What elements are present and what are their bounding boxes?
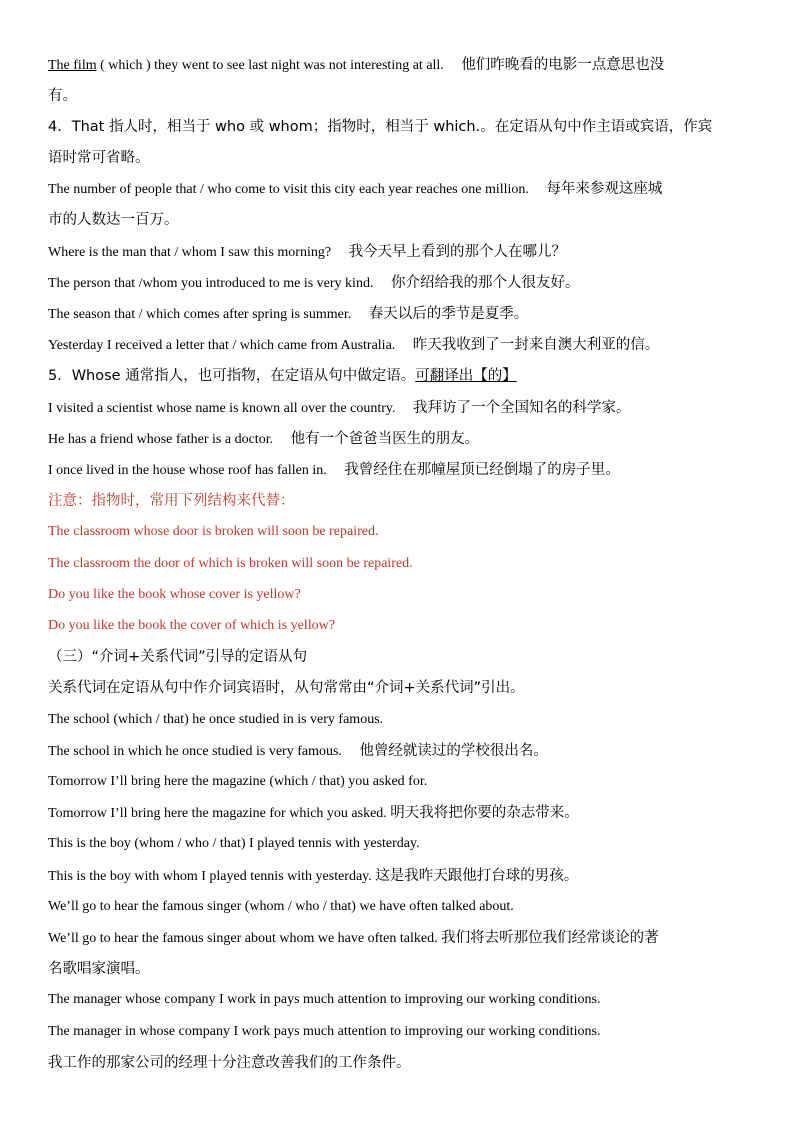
rule-text: 5．Whose 通常指人，也可指物，在定语从句中做定语。: [48, 368, 416, 384]
example-cn: 我拜访了一个全国知名的科学家。: [412, 400, 631, 416]
example-line: [48, 336, 659, 355]
example-line: [48, 399, 630, 418]
example-en: I visited a scientist whose name is known all over the country.: [48, 401, 396, 416]
example-cn: 明天我将把你要的杂志带来。: [390, 805, 579, 821]
example-en: Where is the man that / whom I saw this morning?: [48, 245, 332, 260]
example-en: The person that /whom you introduced to me is very kind.: [48, 276, 374, 291]
text-line: 有。: [48, 88, 77, 104]
section-heading: （三）“介词+关系代词”引导的定语从句: [48, 649, 308, 665]
example-en: We’ll go to hear the famous singer about whom we have often talked.: [48, 931, 438, 946]
example-cn: 他有一个爸爸当医生的朋友。: [290, 431, 480, 447]
text-line: 市的人数达一百万。: [48, 212, 179, 228]
example-line: The manager in whose company I work pays much attention to improving our working conditions.: [48, 1024, 601, 1039]
example-en: Yesterday I received a letter that / which came from Australia.: [48, 338, 396, 353]
example-line: [48, 180, 662, 199]
note-example: The classroom the door of which is broken will soon be repaired.: [48, 556, 413, 571]
example-cn: 这是我昨天跟他打台球的男孩。: [375, 868, 579, 884]
example-cn: 我今天早上看到的那个人在哪儿？: [348, 244, 567, 260]
example-en: The school in which he once studied is very famous.: [48, 744, 342, 759]
underlined-term: The film: [48, 58, 97, 73]
example-cn: 春天以后的季节是夏季。: [368, 306, 529, 322]
example-en: The number of people that / who come to visit this city each year reaches one million.: [48, 182, 529, 197]
example-line: [48, 929, 659, 948]
example-line: [48, 56, 664, 75]
example-cn: 我曾经住在那幢屋顶已经倒塌了的房子里。: [344, 462, 620, 478]
example-en: The season that / which comes after spring is summer.: [48, 307, 352, 322]
example-cn: 每年来参观这座城: [546, 181, 663, 197]
note-example: Do you like the book whose cover is yellow?: [48, 587, 301, 602]
text-line: 名歌唱家演唱。: [48, 961, 150, 977]
example-en: I once lived in the house whose roof has fallen in.: [48, 463, 327, 478]
rule-heading: 4．That 指人时，相当于 who 或 whom；指物时，相当于 which.。在定语从句中作主语或宾语，作宾: [48, 119, 713, 135]
note-heading: 注意：指物时，常用下列结构来代替：: [48, 493, 295, 509]
example-cn: 他曾经就读过的学校很出名。: [359, 743, 548, 759]
example-line: [48, 461, 620, 480]
example-en: Tomorrow I’ll bring here the magazine for which you asked.: [48, 806, 387, 821]
text-line: 语时常可省略。: [48, 150, 150, 166]
example-line: [48, 305, 528, 324]
example-line: [48, 867, 578, 886]
example-line: This is the boy (whom / who / that) I played tennis with yesterday.: [48, 836, 420, 851]
example-line: [48, 804, 579, 823]
example-en: ( which ) they went to see last night was not interesting at all.: [100, 58, 444, 73]
example-line: The school (which / that) he once studied in is very famous.: [48, 712, 384, 727]
note-example: The classroom whose door is broken will soon be repaired.: [48, 524, 379, 539]
example-cn: 我们将去听那位我们经常谈论的著: [441, 930, 659, 946]
example-line: Tomorrow I’ll bring here the magazine (which / that) you asked for.: [48, 774, 428, 789]
example-line: [48, 243, 566, 262]
translation-line: 我工作的那家公司的经理十分注意改善我们的工作条件。: [48, 1055, 411, 1071]
example-line: [48, 430, 479, 449]
example-line: The manager whose company I work in pays much attention to improving our working conditions.: [48, 992, 601, 1007]
example-en: He has a friend whose father is a doctor.: [48, 432, 274, 447]
example-line: We’ll go to hear the famous singer (whom / who / that) we have often talked about.: [48, 899, 514, 914]
example-cn: 他们昨晚看的电影一点意思也没: [461, 57, 665, 73]
underlined-note: 可翻译出【的】: [415, 368, 517, 384]
rule-text: 关系代词在定语从句中作介词宾语时，从句常常由“介词+关系代词”引出。: [48, 680, 525, 696]
example-cn: 你介绍给我的那个人很友好。: [390, 275, 580, 291]
note-example: Do you like the book the cover of which is yellow?: [48, 618, 335, 633]
example-line: [48, 742, 548, 761]
rule-heading: [48, 367, 517, 385]
example-line: [48, 274, 579, 293]
example-cn: 昨天我收到了一封来自澳大利亚的信。: [412, 337, 660, 353]
example-en: This is the boy with whom I played tennis with yesterday.: [48, 869, 372, 884]
